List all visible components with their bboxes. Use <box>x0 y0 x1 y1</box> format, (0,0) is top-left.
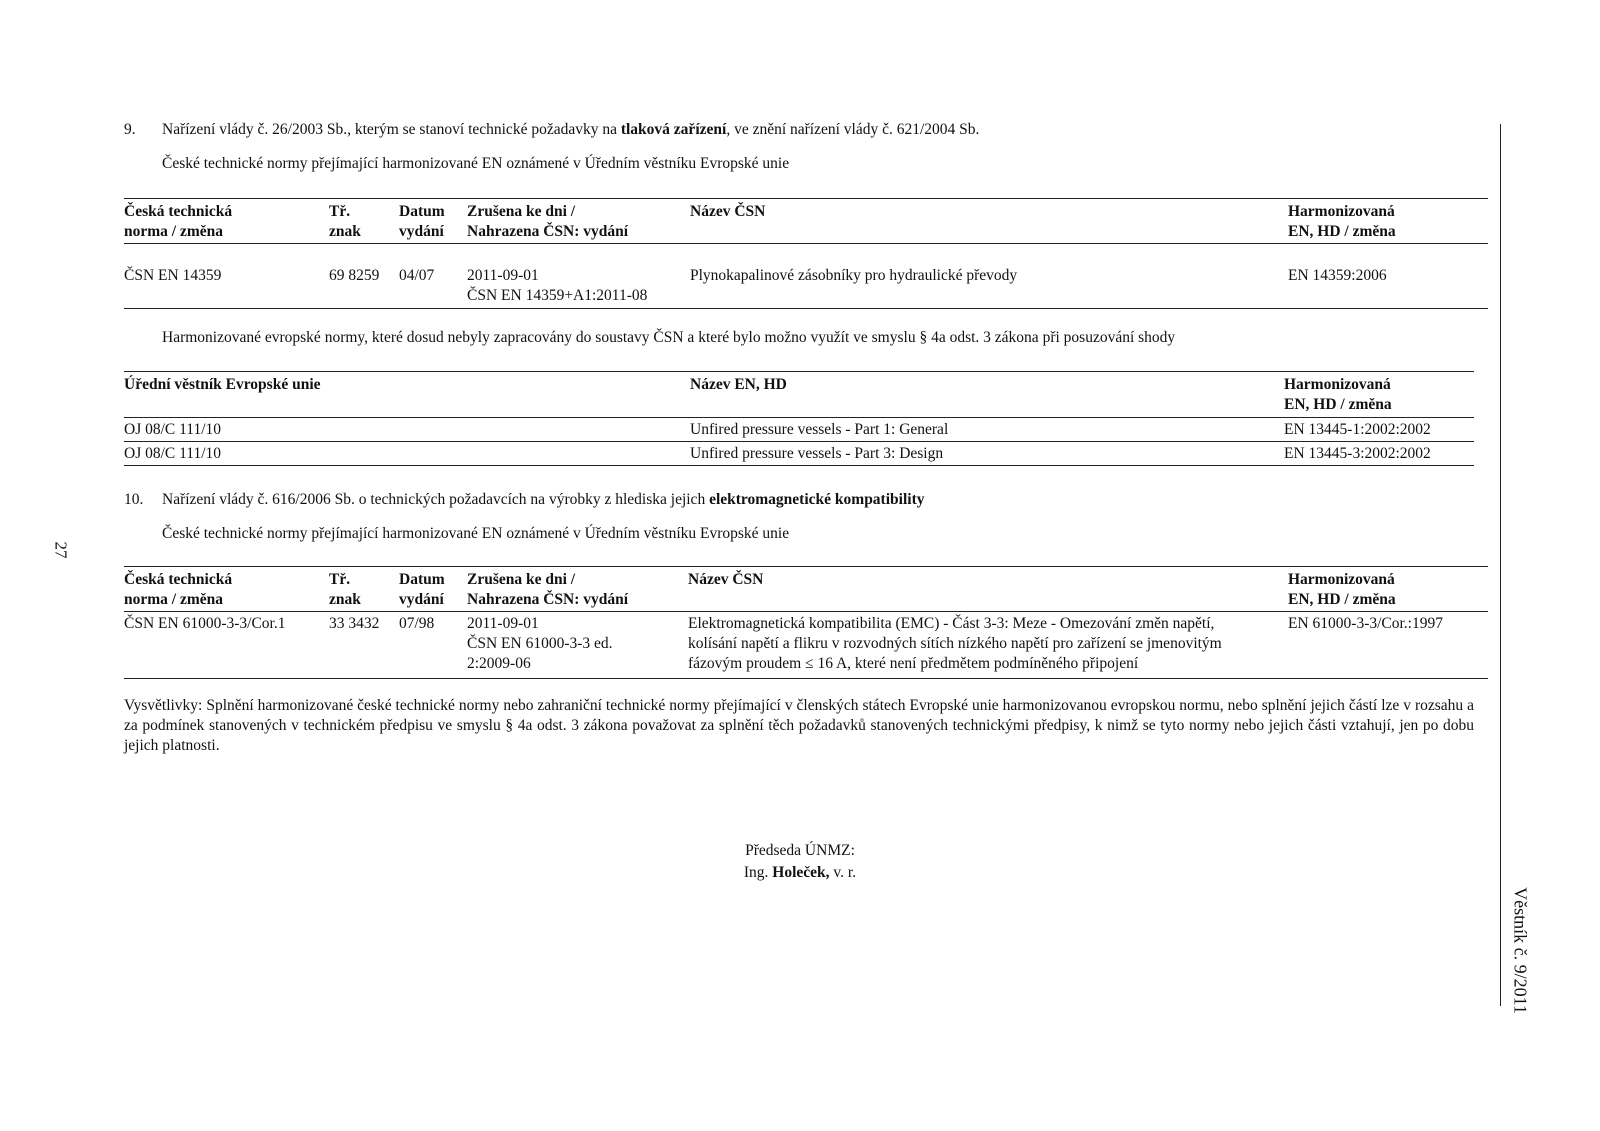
table3-header-datum: Datum vydání <box>399 571 445 608</box>
table1-top-rule <box>124 198 1488 199</box>
section9-title-pre: Nařízení vlády č. 26/2003 Sb., kterým se stanoví technické požadavky na <box>162 121 621 138</box>
table2-cell-en: EN 13445-1:2002:2002 <box>1284 421 1431 438</box>
section9-title-bold: tlaková zařízení <box>620 121 727 138</box>
table2-cell-en: EN 13445-3:2002:2002 <box>1284 445 1431 462</box>
section9-subtitle2: Harmonizované evropské normy, které dosud nebyly zapracovány do soustavy ČSN a které bylo možno využít ve smyslu § 4a odst. 3 zákona při posuzování shody <box>162 329 1176 346</box>
signature-name: Holeček, <box>772 864 830 881</box>
table3-bottom-rule <box>124 678 1488 679</box>
section10-number: 10. <box>124 491 144 508</box>
table1-header-znak: Tř. znak <box>329 203 361 240</box>
table3-top-rule <box>124 566 1488 567</box>
section9-number: 9. <box>124 121 136 138</box>
page-number: 27 <box>51 541 71 559</box>
table1-cell-zrusena: 2011-09-01 ČSN EN 14359+A1:2011-08 <box>467 267 648 304</box>
signature-role: Předseda ÚNMZ: <box>745 842 855 859</box>
journal-title: Věstník č. 9/2011 <box>1510 887 1531 1014</box>
table1-cell-nazev: Plynokapalinové zásobníky pro hydraulické převody <box>690 267 1018 284</box>
table3-cell-vydani: 07/98 <box>399 615 435 632</box>
table2-bottom-rule <box>124 465 1474 466</box>
table2-header-rule <box>124 417 1474 418</box>
section9-title <box>162 120 979 140</box>
table3-cell-zrusena: 2011-09-01 ČSN EN 61000-3-3 ed. 2:2009-06 <box>467 615 613 672</box>
table1-header-nazev: Název ČSN <box>690 203 766 220</box>
table2-header-oj: Úřední věstník Evropské unie <box>124 376 321 393</box>
signature-block <box>700 840 900 884</box>
signature-name-line: Ing. Holeček, v. r. <box>743 864 857 881</box>
table2-cell-oj: OJ 08/C 111/10 <box>124 421 222 438</box>
table2-header-nazev: Název EN, HD <box>690 376 787 393</box>
table3-header-zrusena: Zrušena ke dni / Nahrazena ČSN: vydání <box>467 571 629 608</box>
table1-header-norma: Česká technická norma / změna <box>124 203 233 240</box>
table3-header-norma: Česká technická norma / změna <box>124 571 233 608</box>
table3-header-harmonizovana: Harmonizovaná EN, HD / změna <box>1288 571 1396 608</box>
table2-cell-nazev: Unfired pressure vessels - Part 1: General <box>690 421 949 438</box>
table3-header-rule <box>124 611 1488 612</box>
table1-header-rule <box>124 243 1488 244</box>
table3-cell-znak: 33 3432 <box>329 615 380 632</box>
table3-cell-harmonizovana: EN 61000-3-3/Cor.:1997 <box>1288 615 1443 632</box>
right-margin-rule <box>1500 124 1501 1006</box>
table1-header-zrusena: Zrušena ke dni / Nahrazena ČSN: vydání <box>467 203 629 240</box>
table3-cell-nazev: Elektromagnetická kompatibilita (EMC) - Část 3-3: Meze - Omezování změn napětí, kolísání napětí a flikru v rozvodných sítích nízkého napětí pro zařízení se jmenovitým fázovým proudem ≤ 16 A, které není předmětem podmíněného připojení <box>688 615 1222 672</box>
section10-title-pre: Nařízení vlády č. 616/2006 Sb. o technických požadavcích na výrobky z hlediska jejich <box>162 491 710 508</box>
table1-cell-vydani: 04/07 <box>399 267 435 284</box>
table1-cell-znak: 69 8259 <box>329 267 380 284</box>
table2-top-rule <box>124 371 1474 372</box>
table2-header-harmonizovana: Harmonizovaná EN, HD / změna <box>1284 376 1392 413</box>
section10-title-bold: elektromagnetické kompatibility <box>709 491 925 508</box>
section10-subtitle: České technické normy přejímající harmonizované EN oznámené v Úředním věstníku Evropské unie <box>162 525 790 542</box>
table2-row-rule <box>124 441 1474 442</box>
explanatory-note: Vysvětlivky: Splnění harmonizované české technické normy nebo zahraniční technické normy přejímající v členských státech Evropské unie harmonizovanou evropskou normu, nebo splnění jejich částí lze v rozsahu a za podmínek stanovených v technickém předpisu ve smyslu § 4a odst. 3 zákona považovat za splnění těch požadavků stanovených technickými předpisy, k nimž se tyto normy nebo jejich části vztahují, jen po dobu jejich platnosti. <box>124 697 1474 754</box>
table1-bottom-rule <box>124 308 1488 309</box>
section10-title <box>162 490 924 510</box>
table1-header-datum: Datum vydání <box>399 203 445 240</box>
table2-cell-oj: OJ 08/C 111/10 <box>124 445 222 462</box>
section9-subtitle: České technické normy přejímající harmonizované EN oznámené v Úředním věstníku Evropské unie <box>162 155 790 172</box>
section9-title-post: , ve znění nařízení vlády č. 621/2004 Sb. <box>726 121 980 138</box>
table1-cell-harmonizovana: EN 14359:2006 <box>1288 267 1387 284</box>
table1-header-harmonizovana: Harmonizovaná EN, HD / změna <box>1288 203 1396 240</box>
table2-cell-nazev: Unfired pressure vessels - Part 3: Design <box>690 445 944 462</box>
table3-header-nazev: Název ČSN <box>688 571 764 588</box>
table3-header-znak: Tř. znak <box>329 571 361 608</box>
table1-cell-norma: ČSN EN 14359 <box>124 267 222 284</box>
table3-cell-norma: ČSN EN 61000-3-3/Cor.1 <box>124 615 286 632</box>
